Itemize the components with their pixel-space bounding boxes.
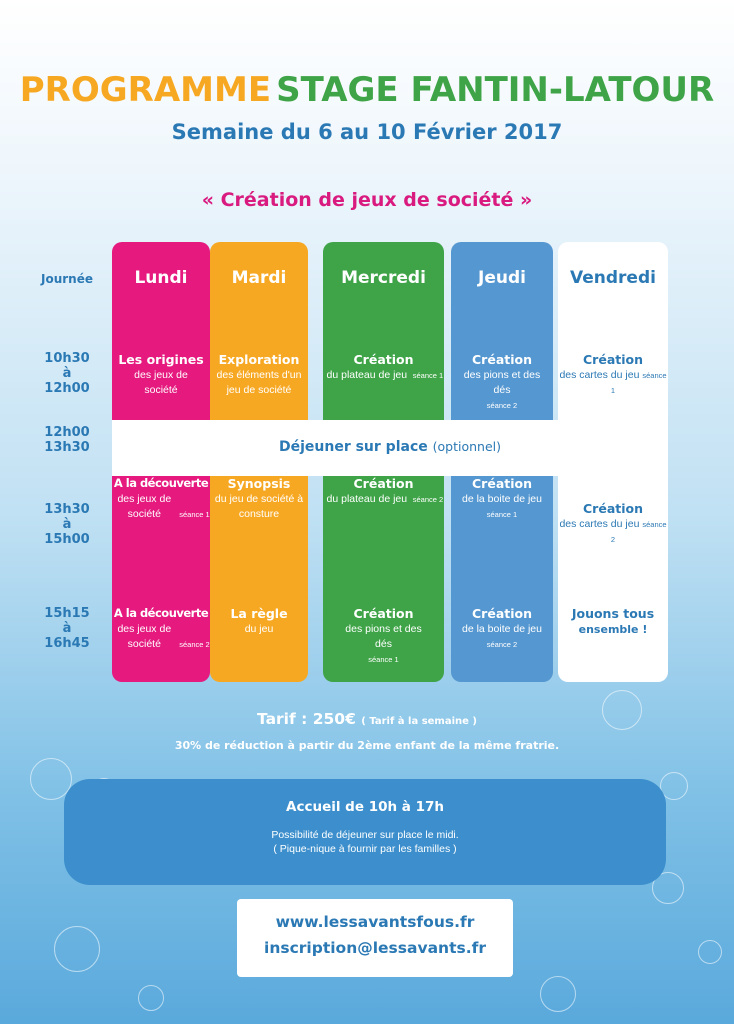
lunch-note — [112, 439, 668, 455]
bubble-decoration — [698, 940, 722, 964]
activity-title: Création — [472, 476, 532, 491]
page-subtitle: Semaine du 6 au 10 Février 2017 — [171, 120, 563, 144]
activity-title: A la découverte — [113, 606, 209, 620]
time-sep: à — [62, 366, 72, 381]
activity-title: Création — [353, 606, 414, 621]
time-end: 12h00 — [44, 381, 90, 396]
website-link[interactable]: www.lessavantsfous.fr — [275, 913, 475, 931]
day-name: Jeudi — [478, 268, 526, 288]
activity-session: séance 1 — [368, 655, 399, 664]
title-stage: STAGE FANTIN-LATOUR — [276, 70, 715, 110]
activity-session: séance 1 — [179, 510, 210, 519]
bubble-decoration — [54, 926, 100, 972]
activity-slot2 — [451, 475, 553, 522]
activity-desc: des cartes du jeu — [559, 369, 640, 381]
activity-desc: de la boite de jeu — [462, 493, 542, 505]
row-label-slot2 — [30, 502, 104, 547]
activity-desc: des jeux de société — [134, 369, 188, 396]
activity-slot2 — [112, 475, 210, 522]
day-name: Vendredi — [570, 268, 656, 288]
contact-box — [237, 899, 513, 977]
activity-slot1 — [451, 351, 553, 413]
day-name: Lundi — [134, 268, 188, 288]
activity-slot1 — [210, 351, 308, 398]
row-label-slot1 — [30, 351, 104, 396]
activity-slot1 — [558, 351, 668, 398]
bubble-decoration — [540, 976, 576, 1012]
title-programme: PROGRAMME — [19, 70, 272, 110]
activity-desc: des cartes du jeu — [559, 518, 640, 530]
activity-title-line2: ensemble ! — [578, 623, 648, 636]
activity-slot2 — [558, 500, 668, 547]
activity-session: séance 1 — [412, 371, 444, 380]
time-start: 12h00 — [44, 425, 90, 440]
activity-title: La règle — [230, 606, 288, 621]
day-name: Mercredi — [341, 268, 426, 288]
activity-desc: des jeux de société — [117, 623, 172, 650]
price-note: ( Tarif à la semaine ) — [361, 716, 477, 727]
activity-slot2 — [323, 475, 444, 507]
activity-slot1 — [112, 351, 210, 398]
activity-title: A la découverte — [113, 476, 209, 490]
activity-title: Création — [353, 476, 414, 491]
activity-slot3 — [451, 605, 553, 652]
activity-desc: de la boite de jeu — [462, 623, 542, 635]
activity-title: Jouons tous — [571, 606, 655, 621]
activity-title: Synopsis — [227, 476, 291, 491]
activity-session: séance 2 — [486, 401, 518, 410]
activity-desc: des pions et des dés — [463, 369, 541, 396]
activity-title: Création — [583, 501, 643, 516]
row-label-slot3 — [30, 606, 104, 651]
time-start: 15h15 — [44, 606, 90, 621]
activity-title: Les origines — [118, 352, 204, 367]
activity-slot3 — [323, 605, 444, 667]
activity-title: Création — [472, 606, 532, 621]
page-title — [0, 70, 734, 110]
activity-desc: des jeux de société — [117, 493, 172, 520]
day-name: Mardi — [231, 268, 287, 288]
time-end: 15h00 — [44, 532, 90, 547]
activity-desc: du plateau de jeu — [326, 369, 408, 381]
activity-session: séance 2 — [179, 640, 210, 649]
time-end: 13h30 — [44, 440, 90, 455]
activity-slot1 — [323, 351, 444, 383]
activity-desc: du jeu de société à consture — [214, 493, 304, 520]
time-end: 16h45 — [44, 636, 90, 651]
activity-desc: du plateau de jeu — [326, 493, 408, 505]
activity-session: séance 2 — [486, 640, 518, 649]
activity-slot3 — [112, 605, 210, 652]
activity-session: séance 2 — [610, 520, 667, 544]
time-sep: à — [62, 517, 72, 532]
activity-slot2 — [210, 475, 308, 522]
activity-session: séance 1 — [486, 510, 518, 519]
activity-desc: du jeu — [244, 623, 274, 635]
bubble-decoration — [138, 985, 164, 1011]
reception-line: ( Pique-nique à fournir par les familles ) — [273, 843, 457, 855]
stage-theme: « Création de jeux de société » — [201, 189, 533, 211]
discount-note: 30% de réduction à partir du 2ème enfant de la même fratrie. — [174, 739, 560, 752]
row-label-journee: Journée — [41, 272, 93, 286]
price — [0, 710, 734, 728]
activity-desc: des pions et des dés — [345, 623, 422, 650]
activity-title: Exploration — [218, 352, 300, 367]
time-start: 13h30 — [44, 502, 90, 517]
activity-slot3 — [558, 605, 668, 638]
time-sep: à — [62, 621, 72, 636]
activity-title: Création — [353, 352, 414, 367]
activity-session: séance 1 — [610, 371, 667, 395]
reception-text — [64, 828, 666, 856]
email-link[interactable]: inscription@lessavants.fr — [264, 939, 486, 957]
lunch-label: Déjeuner sur place — [278, 439, 428, 455]
activity-title: Création — [472, 352, 532, 367]
row-label-lunch — [30, 425, 104, 455]
activity-title: Création — [583, 352, 643, 367]
price-label: Tarif : 250€ — [257, 710, 356, 728]
lunch-optional: (optionnel) — [432, 439, 501, 454]
activity-session: séance 2 — [412, 495, 444, 504]
time-start: 10h30 — [44, 351, 90, 366]
reception-line: Possibilité de déjeuner sur place le midi. — [271, 829, 459, 841]
reception-heading: Accueil de 10h à 17h — [286, 799, 444, 815]
reception-box — [64, 779, 666, 885]
activity-desc: des éléments d'un jeu de société — [216, 369, 302, 396]
activity-slot3 — [210, 605, 308, 637]
